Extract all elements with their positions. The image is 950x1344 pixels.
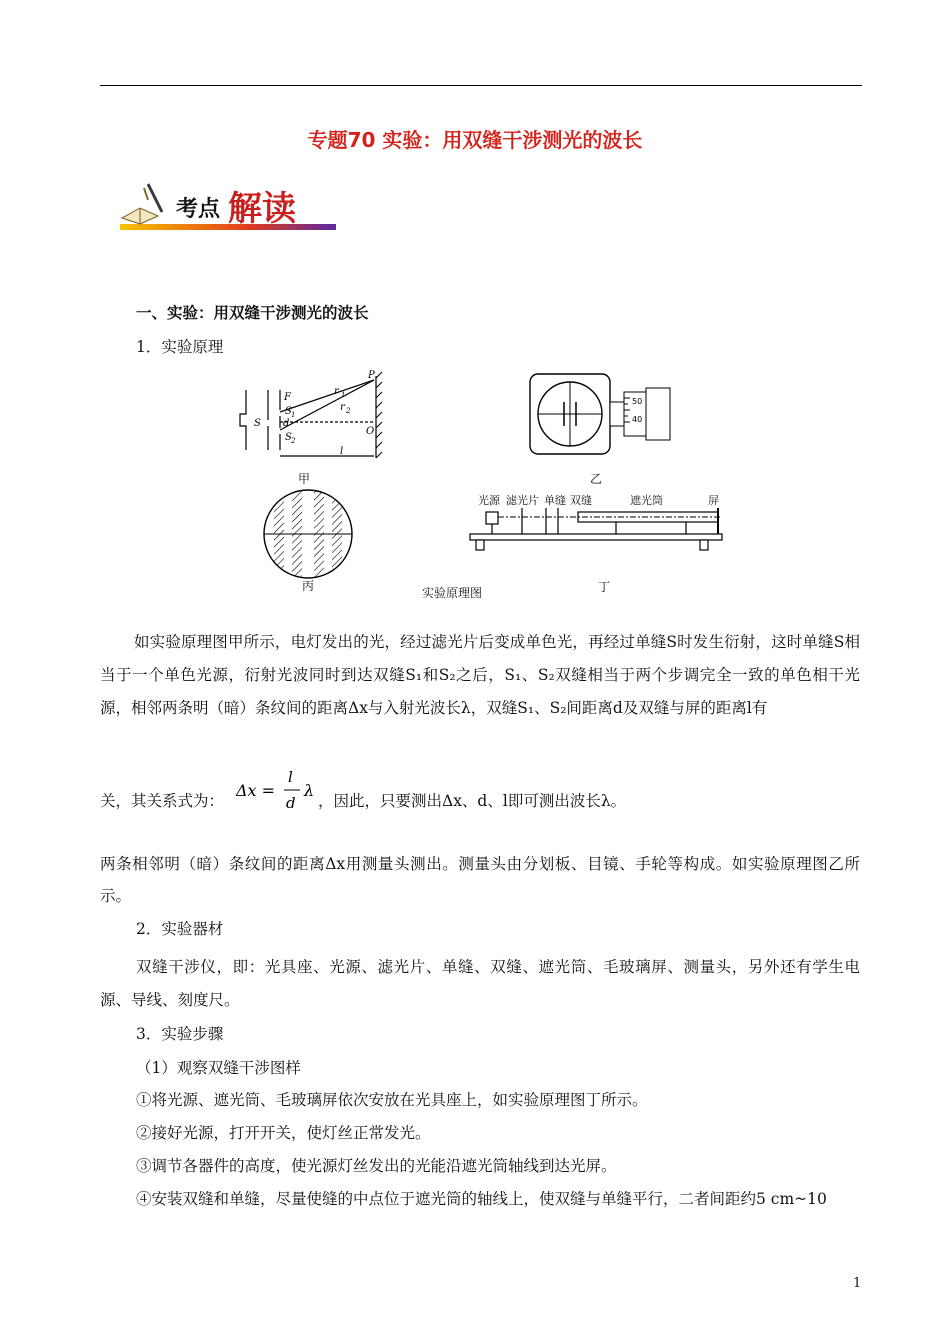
subheading-equipment: 2．实验器材 bbox=[136, 920, 224, 938]
figure-bing-label: 丙 bbox=[302, 579, 315, 593]
figure-ding-label: 丁 bbox=[598, 580, 611, 594]
svg-text:解读: 解读 bbox=[228, 189, 296, 229]
paragraph-measurement: 两条相邻明（暗）条纹间的距离Δx用测量头测出。测量头由分划板、目镜、手轮等构成。如实验原理图乙所示。 bbox=[100, 855, 860, 905]
figure-jia-double-slit-diagram bbox=[228, 368, 388, 468]
svg-text:λ: λ bbox=[304, 781, 315, 800]
figure-yi-measuring-head bbox=[528, 372, 678, 462]
svg-text:50: 50 bbox=[632, 397, 643, 406]
section-banner bbox=[118, 178, 338, 234]
figure-yi-label: 乙 bbox=[590, 472, 603, 486]
svg-text:1: 1 bbox=[341, 391, 346, 399]
step-item: ④安装双缝和单缝，尽量使缝的中点位于遮光筒的轴线上，使双缝与单缝平行，二者间距约5 cm~10 bbox=[136, 1190, 827, 1208]
svg-text:2: 2 bbox=[291, 437, 296, 445]
svg-text:O: O bbox=[366, 426, 375, 437]
svg-text:Δx =: Δx = bbox=[236, 781, 276, 800]
book-pen-icon bbox=[122, 184, 162, 224]
svg-text:F: F bbox=[284, 392, 291, 403]
label-filter: 滤光片 bbox=[506, 494, 539, 507]
label-screen: 屏 bbox=[708, 494, 719, 507]
label-shade-tube: 遮光筒 bbox=[630, 494, 663, 507]
paragraph-equipment: 双缝干涉仪，即：光具座、光源、滤光片、单缝、双缝、遮光筒、毛玻璃屏、测量头，另外还有学生电源、导线、刻度尺。 bbox=[100, 958, 860, 1009]
label-double-slit: 双缝 bbox=[570, 494, 592, 507]
svg-text:S: S bbox=[254, 418, 261, 429]
svg-text:r: r bbox=[340, 402, 345, 413]
subheading-principle: 1．实验原理 bbox=[136, 338, 224, 356]
svg-text:d: d bbox=[286, 794, 296, 812]
svg-text:l: l bbox=[288, 768, 293, 786]
svg-text:1: 1 bbox=[291, 411, 296, 419]
label-light-source: 光源 bbox=[478, 494, 500, 507]
svg-text:d: d bbox=[283, 418, 290, 429]
svg-text:r: r bbox=[334, 386, 339, 397]
svg-text:S: S bbox=[285, 432, 292, 443]
label-single-slit: 单缝 bbox=[544, 494, 566, 507]
paragraph-formula-suffix: ，因此，只要测出Δx、d、l即可测出波长λ。 bbox=[318, 792, 627, 810]
svg-text:2: 2 bbox=[346, 407, 351, 415]
step-item: ③调节各器件的高度，使光源灯丝发出的光能沿遮光筒轴线到达光屏。 bbox=[136, 1157, 617, 1175]
svg-text:P: P bbox=[368, 370, 375, 381]
svg-text:S: S bbox=[285, 406, 292, 417]
step-item: ①将光源、遮光筒、毛玻璃屏依次安放在光具座上，如实验原理图丁所示。 bbox=[136, 1091, 648, 1109]
paragraph-principle: 如实验原理图甲所示，电灯发出的光，经过滤光片后变成单色光，再经过单缝S时发生衍射，这时单缝S相当于一个单色光源，衍射光波同时到达双缝S₁和S₂之后，S₁、S₂双缝相当于两个步调完全一致的单色相干光源，相邻两条明（暗）条纹间的距离Δx与入射光波长λ，双缝S₁、S₂间距离d及双缝与屏的距离l有 bbox=[100, 633, 860, 717]
step-item: ②接好光源，打开开关，使灯丝正常发光。 bbox=[136, 1124, 431, 1142]
section-heading: 一、实验：用双缝干涉测光的波长 bbox=[136, 303, 369, 322]
svg-text:40: 40 bbox=[632, 415, 643, 424]
subheading-steps: 3．实验步骤 bbox=[136, 1025, 224, 1043]
header-rule bbox=[100, 85, 862, 86]
figure-jia-label: 甲 bbox=[298, 472, 311, 486]
svg-text:考点: 考点 bbox=[176, 197, 221, 222]
paragraph-formula-prefix: 关，其关系式为： bbox=[100, 792, 225, 810]
figure-caption: 实验原理图 bbox=[422, 586, 483, 600]
figure-ding-optical-bench bbox=[466, 506, 728, 554]
step-title: （1）观察双缝干涉图样 bbox=[136, 1059, 301, 1077]
svg-text:l: l bbox=[340, 446, 344, 457]
page-number: 1 bbox=[853, 1276, 862, 1291]
figure-bing-fringe-pattern bbox=[262, 488, 354, 580]
page-title: 专题70 实验：用双缝干涉测光的波长 bbox=[307, 128, 643, 152]
